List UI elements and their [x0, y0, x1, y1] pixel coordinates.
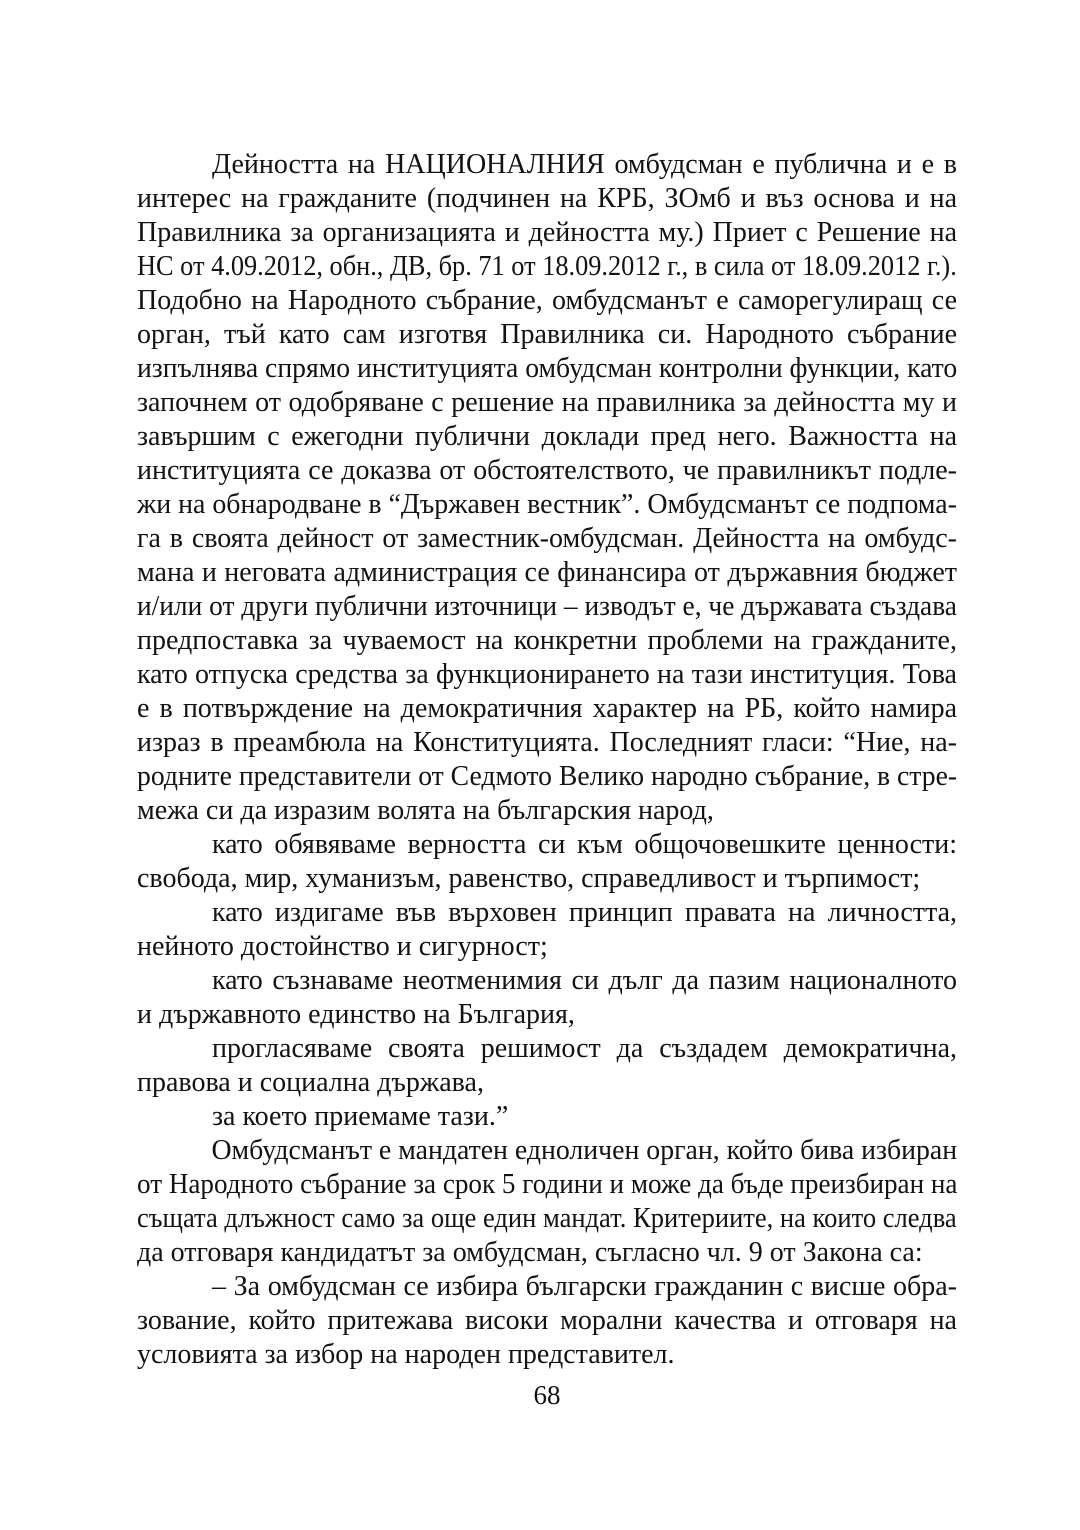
text-line: завършим с ежегодни публични доклади пред него. Важността на [137, 421, 957, 452]
text-line: институцията се доказва от обстоятелството, че правилникът подле- [137, 455, 957, 486]
text-line: е в потвърждение на демократичния характер на РБ, който намира [137, 693, 957, 724]
paragraph [137, 896, 957, 964]
text-line: межа си да изразим волята на българския народ, [137, 795, 714, 826]
text-line: орган, тъй като сам изготвя Правилника си. Народното събрание [137, 319, 957, 350]
text-line: мана и неговата администрация се финансира от държавния бюджет [137, 557, 957, 588]
paragraph [137, 1100, 957, 1134]
text-line: интерес на гражданите (подчинен на КРБ, ЗОмб и въз основа и на [137, 183, 957, 214]
text-line: Подобно на Народното събрание, омбудсманът е саморегулиращ се [137, 285, 957, 316]
paragraph [137, 1134, 957, 1270]
paragraph [137, 964, 957, 1032]
text-line: Правилника за организацията и дейността му.) Приет с Решение на [137, 217, 957, 248]
paragraph [137, 148, 957, 828]
text-line: като съзнаваме неотменимия си дълг да пазим националното [212, 965, 957, 996]
paragraph [137, 828, 957, 896]
text-line: га в своята дейност от заместник-омбудсман. Дейността на омбудс- [137, 523, 957, 554]
text-line: нейното достойнство и сигурност; [137, 931, 548, 962]
text-line: правова и социална държава, [137, 1067, 484, 1098]
text-line: предпоставка за чуваемост на конкретни проблеми на гражданите, [137, 625, 957, 656]
text-line: НС от 4.09.2012, обн., ДВ, бр. 71 от 18.09.2012 г., в сила от 18.09.2012 г.). [137, 251, 957, 282]
text-line: от Народното събрание за срок 5 години и може да бъде преизбиран на [137, 1169, 958, 1200]
text-line: като обявяваме верността си към общочовешките ценности: [212, 829, 957, 860]
text-line: родните представители от Седмото Велико народно събрание, в стре- [137, 761, 958, 792]
text-line: като издигаме във върховен принцип правата на личността, [212, 897, 957, 928]
paragraph [137, 1032, 957, 1100]
text-line: условията за избор на народен представител. [137, 1339, 675, 1370]
text-line: Омбудсманът е мандатен едноличен орган, който бива избиран [211, 1135, 958, 1166]
text-line: същата длъжност само за още един мандат. Критериите, на които следва [137, 1203, 957, 1234]
text-line: Дейността на НАЦИОНАЛНИЯ омбудсман е публична и е в [212, 149, 957, 180]
text-line: жи на обнародване в “Държавен вестник”. Омбудсманът се подпома- [137, 489, 957, 520]
text-line: да отговаря кандидатът за омбудсман, съгласно чл. 9 от Закона са: [137, 1237, 923, 1268]
text-line: свобода, мир, хуманизъм, равенство, справедливост и търпимост; [137, 863, 921, 894]
text-line: изпълнява спрямо институцията омбудсман контролни функции, като [137, 353, 958, 384]
text-line: и държавното единство на България, [137, 999, 575, 1030]
text-line: започнем от одобряване с решение на правилника за дейността му и [137, 387, 957, 418]
paragraph [137, 1270, 957, 1372]
text-line: и/или от други публични източници – изводът е, че държавата създава [137, 591, 957, 622]
text-line: прогласяваме своята решимост да създадем демократична, [212, 1033, 957, 1064]
text-block [137, 148, 957, 1372]
text-line: зование, който притежава високи морални качества и отговаря на [137, 1305, 957, 1336]
text-line: като отпуска средства за функционирането на тази институция. Това [137, 659, 957, 690]
text-line: – За омбудсман се избира български гражданин с висше обра- [212, 1271, 957, 1302]
page-number: 68 [533, 1380, 561, 1410]
text-line: за което приемаме тази.” [212, 1101, 509, 1132]
text-line: израз в преамбюла на Конституцията. Последният гласи: “Ние, на- [137, 727, 957, 758]
